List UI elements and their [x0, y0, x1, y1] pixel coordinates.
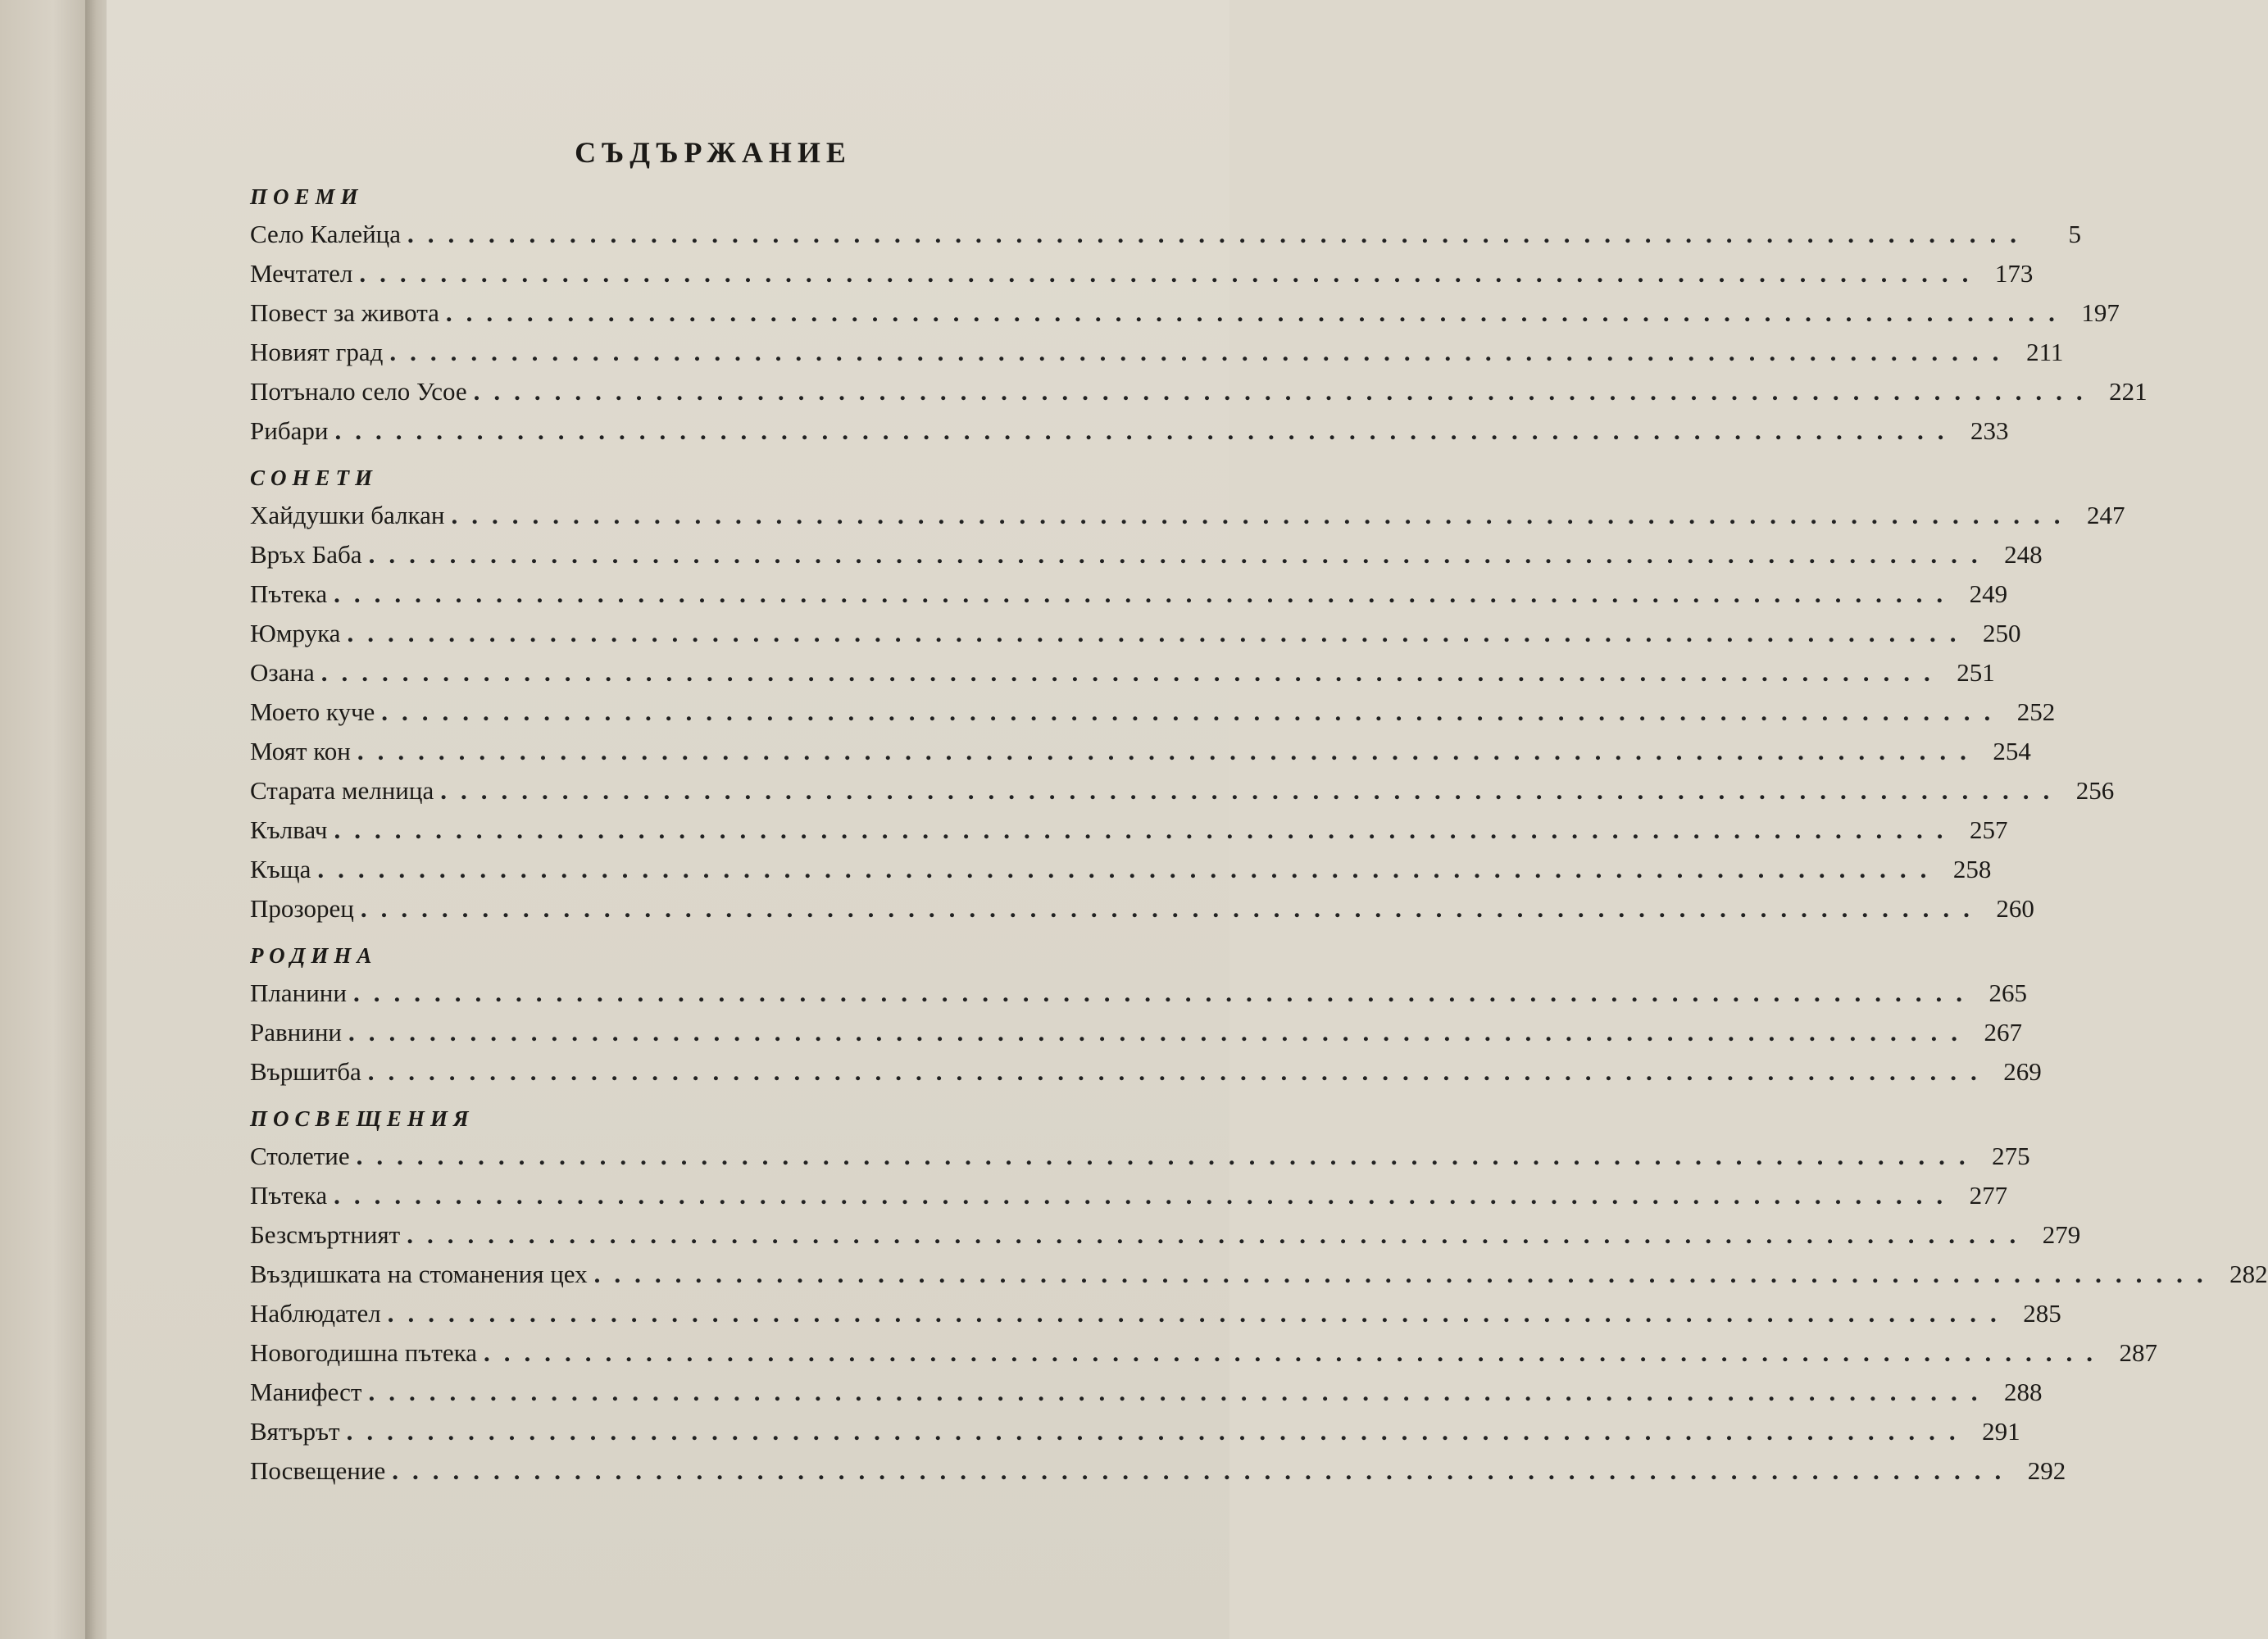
- toc-entry: [250, 535, 2043, 574]
- toc-section: [250, 465, 2125, 928]
- entry-page-number: 279: [2042, 1220, 2081, 1249]
- entry-title: Къща: [250, 855, 311, 883]
- entry-page-number: 197: [2081, 298, 2120, 327]
- toc-title: СЪДЪРЖАНИЕ: [575, 136, 852, 169]
- entry-title: Повест за живота: [250, 298, 439, 327]
- entry-page-number: 277: [1969, 1181, 2008, 1210]
- toc-entry: [250, 850, 1992, 889]
- toc-entry: [250, 732, 2031, 771]
- entry-title: Новият град: [250, 338, 384, 366]
- toc-entry: [250, 1137, 2030, 1176]
- toc-entry: [250, 496, 2125, 535]
- toc-entry: [250, 614, 2021, 653]
- toc-entry: [250, 254, 2034, 293]
- dot-leader: ................................................................................: [346, 1417, 1970, 1446]
- toc-entry: [250, 293, 2120, 333]
- entry-title: Рибари: [250, 416, 329, 445]
- entry-title: Планини: [250, 978, 347, 1007]
- toc-entry: [250, 411, 2009, 451]
- dot-leader: ................................................................................: [368, 1378, 1992, 1406]
- section-title: РОДИНА: [250, 943, 378, 968]
- dot-leader: ................................................................................: [387, 1299, 2011, 1328]
- dot-leader: ................................................................................: [352, 978, 1976, 1007]
- entry-title: Моето куче: [250, 697, 375, 726]
- dot-leader: ................................................................................: [347, 619, 1970, 647]
- toc-section: [250, 184, 2148, 451]
- entry-title: Село Калейца: [250, 220, 402, 248]
- dot-leader: ................................................................................: [367, 1057, 1991, 1086]
- entry-title: Моят кон: [250, 737, 351, 765]
- entry-title: Вятърът: [250, 1417, 340, 1446]
- entry-title: Старата мелница: [250, 776, 434, 805]
- entry-page-number: 249: [1969, 579, 2008, 608]
- dot-leader: ................................................................................: [407, 1220, 2030, 1249]
- toc-entry: [250, 810, 2008, 850]
- dot-leader: ................................................................................: [368, 540, 1992, 569]
- entry-page-number: 285: [2023, 1299, 2061, 1328]
- entry-page-number: 221: [2109, 377, 2148, 406]
- section-title: ПОСВЕЩЕНИЯ: [250, 1106, 475, 1131]
- toc-entry: [250, 653, 1995, 692]
- entry-page-number: 265: [1988, 978, 2027, 1007]
- dot-leader: ................................................................................: [407, 220, 2031, 248]
- toc-entry: [250, 974, 2027, 1013]
- entry-page-number: 173: [1994, 259, 2034, 288]
- dot-leader: ................................................................................: [348, 1018, 1971, 1047]
- entry-page-number: 250: [1982, 619, 2021, 647]
- toc-section: [250, 1106, 2268, 1491]
- toc-entry: [250, 771, 2115, 810]
- dot-leader: ................................................................................: [334, 579, 1957, 608]
- dot-leader: ................................................................................: [356, 1142, 1979, 1170]
- dot-leader: ................................................................................: [451, 501, 2075, 529]
- dot-leader: ................................................................................: [334, 815, 1957, 844]
- dot-leader: ................................................................................: [317, 855, 1941, 883]
- facing-page-edge: [0, 0, 97, 1639]
- entry-title: Пътека: [250, 1181, 328, 1210]
- toc-sections: [250, 184, 2268, 1491]
- dot-leader: ................................................................................: [483, 1338, 2107, 1367]
- entry-title: Пътека: [250, 579, 328, 608]
- toc-entry: [250, 574, 2008, 614]
- entry-page-number: 258: [1952, 855, 1992, 883]
- toc-entry: [250, 889, 2034, 928]
- entry-title: Потънало село Усое: [250, 377, 467, 406]
- entry-title: Връх Баба: [250, 540, 362, 569]
- section-title: СОНЕТИ: [250, 465, 379, 490]
- entry-page-number: 257: [1970, 815, 2008, 844]
- toc-entry: [250, 1052, 2042, 1092]
- entry-page-number: 247: [2087, 501, 2125, 529]
- entry-page-number: 248: [2004, 540, 2043, 569]
- toc-entry: [250, 692, 2056, 732]
- entry-page-number: 269: [2003, 1057, 2042, 1086]
- toc-entry: [250, 1215, 2081, 1255]
- dot-leader: ................................................................................: [357, 737, 1980, 765]
- dot-leader: ................................................................................: [381, 697, 2005, 726]
- dot-leader: ................................................................................: [389, 338, 2013, 366]
- entry-page-number: 260: [1996, 894, 2034, 923]
- entry-title: Кълвач: [250, 815, 328, 844]
- entry-page-number: 251: [1957, 658, 1995, 687]
- dot-leader: ................................................................................: [392, 1456, 2016, 1485]
- entry-title: Хайдушки балкан: [250, 501, 445, 529]
- entry-title: Прозорец: [250, 894, 354, 923]
- entry-title: Мечтател: [250, 259, 353, 288]
- entry-title: Посвещение: [250, 1456, 386, 1485]
- entry-page-number: 291: [1982, 1417, 2020, 1446]
- entry-title: Новогодишна пътека: [250, 1338, 477, 1367]
- toc-entry: [250, 1013, 2022, 1052]
- entry-title: Вършитба: [250, 1057, 361, 1086]
- dot-leader: ................................................................................: [473, 377, 2097, 406]
- toc-section: [250, 943, 2042, 1092]
- entry-page-number: 287: [2119, 1338, 2157, 1367]
- toc-entry: [250, 1412, 2020, 1451]
- toc-entry: [250, 1294, 2061, 1333]
- toc-entry: [250, 1373, 2043, 1412]
- toc-entry: [250, 215, 2082, 254]
- entry-title: Равнини: [250, 1018, 342, 1047]
- dot-leader: ................................................................................: [334, 416, 1958, 445]
- entry-title: Въздишката на стоманения цех: [250, 1260, 588, 1288]
- entry-title: Столетие: [250, 1142, 350, 1170]
- toc-entry: [250, 372, 2148, 411]
- entry-page-number: 282: [2229, 1260, 2268, 1288]
- dot-leader: ................................................................................: [445, 298, 2069, 327]
- entry-page-number: 267: [1984, 1018, 2022, 1047]
- toc-entry: [250, 1333, 2157, 1373]
- table-of-contents: [250, 123, 2268, 1491]
- entry-page-number: 254: [1993, 737, 2031, 765]
- dot-leader: ................................................................................: [334, 1181, 1957, 1210]
- entry-title: Озана: [250, 658, 315, 687]
- dot-leader: ................................................................................: [360, 894, 1984, 923]
- dot-leader: ................................................................................: [593, 1260, 2217, 1288]
- entry-page-number: 288: [2003, 1378, 2043, 1406]
- entry-page-number: 256: [2075, 776, 2115, 805]
- dot-leader: ................................................................................: [440, 776, 2064, 805]
- section-title: ПОЕМИ: [250, 184, 364, 209]
- dot-leader: ................................................................................: [320, 658, 1944, 687]
- toc-entry: [250, 1451, 2066, 1491]
- entry-page-number: 275: [1992, 1142, 2030, 1170]
- entry-page-number: 292: [2027, 1456, 2066, 1485]
- entry-page-number: 5: [2068, 220, 2082, 248]
- entry-page-number: 211: [2026, 338, 2064, 366]
- entry-page-number: 252: [2016, 697, 2056, 726]
- toc-entry: [250, 1176, 2008, 1215]
- entry-title: Наблюдател: [250, 1299, 381, 1328]
- toc-entry: [250, 333, 2064, 372]
- entry-title: Безсмъртният: [250, 1220, 401, 1249]
- dot-leader: ................................................................................: [359, 259, 1983, 288]
- entry-title: Манифест: [250, 1378, 362, 1406]
- toc-entry: [250, 1255, 2268, 1294]
- entry-title: Юмрука: [250, 619, 341, 647]
- entry-page-number: 233: [1970, 416, 2009, 445]
